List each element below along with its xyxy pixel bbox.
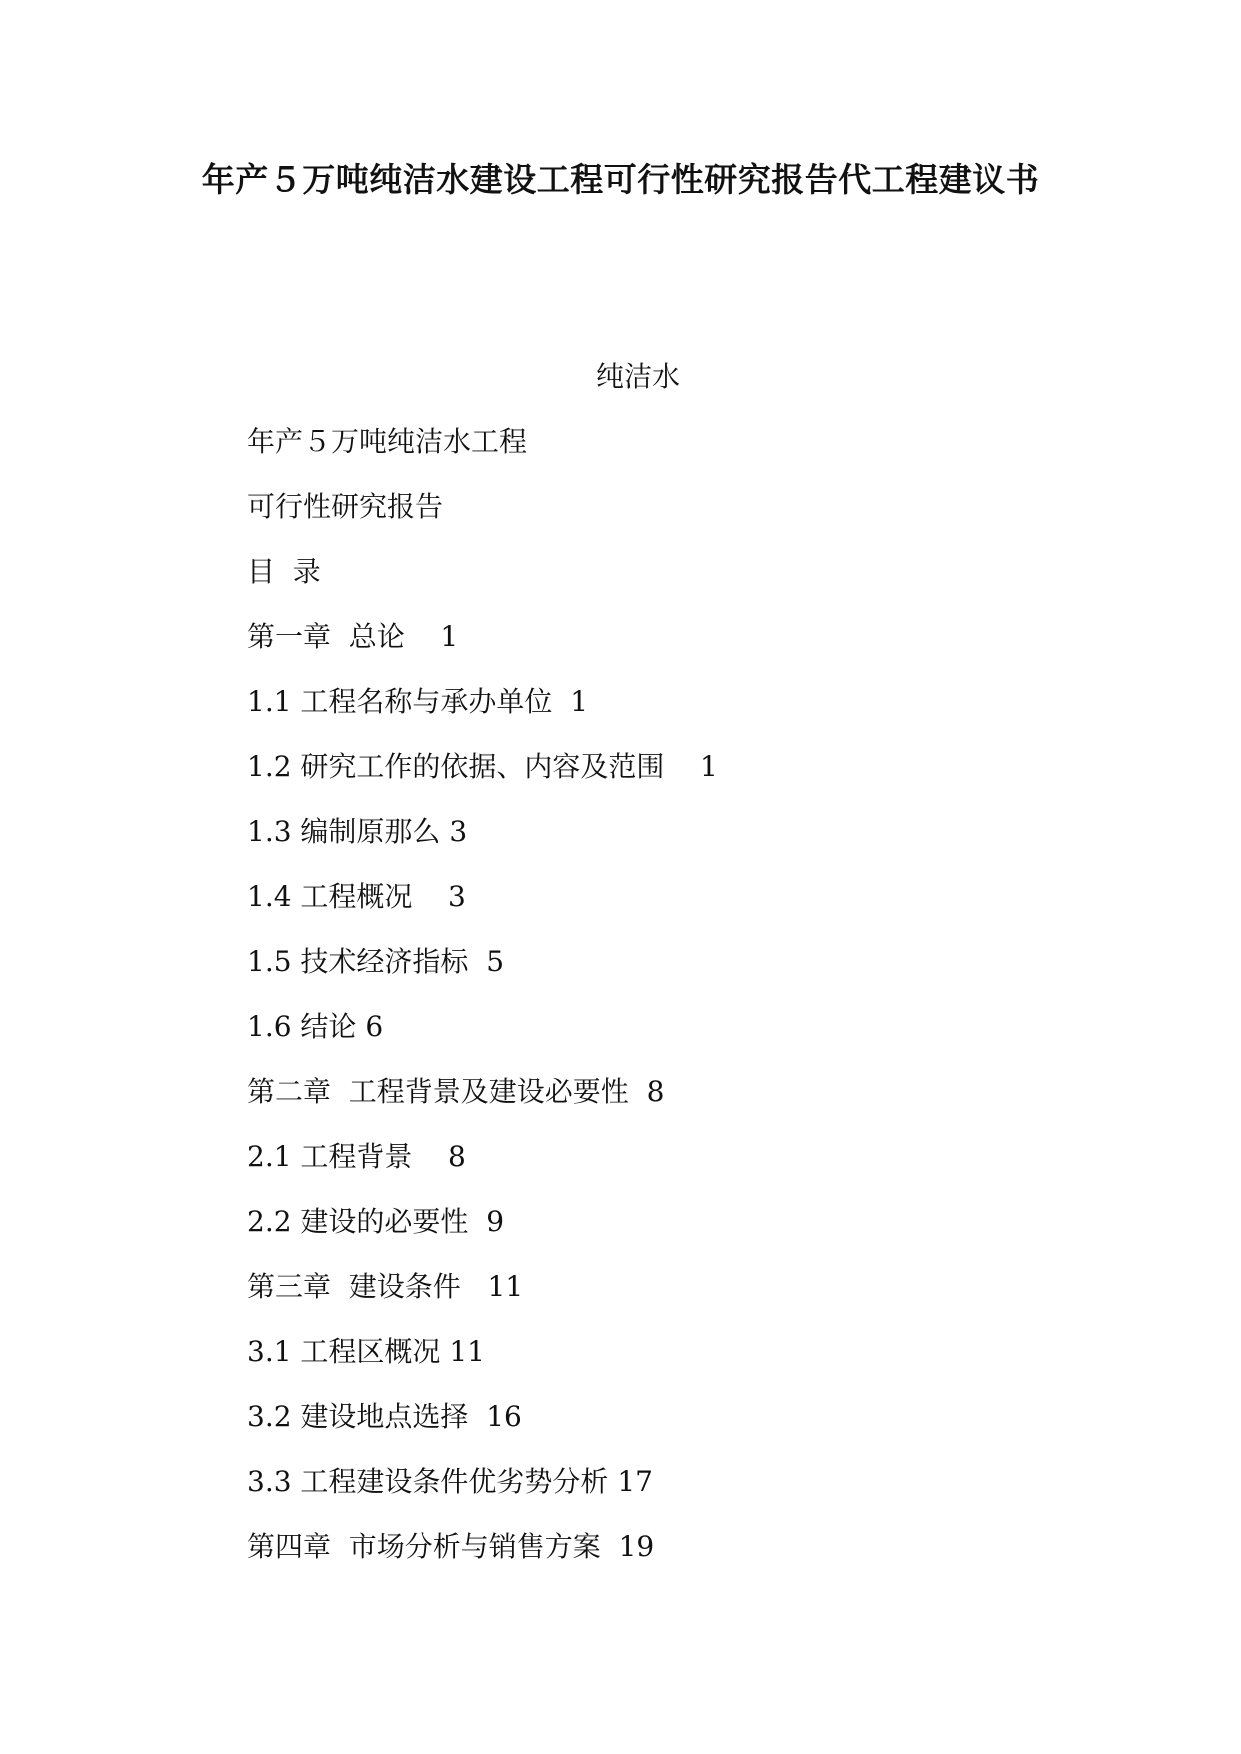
document-title: 年产５万吨纯洁水建设工程可行性研究报告代工程建议书 [201,160,1040,199]
toc-entry-chapter-2: 第二章 工程背景及建设必要性 8 [247,1075,665,1108]
report-type-line: 可行性研究报告 [247,490,444,523]
toc-entry-3-2: 3.2 建设地点选择 16 [247,1400,522,1433]
toc-entry-1-4: 1.4 工程概况 3 [247,880,466,913]
document-subject: 纯洁水 [595,360,680,393]
toc-entry-1-1: 1.1 工程名称与承办单位 1 [247,685,589,718]
toc-entry-1-3: 1.3 编制原那么 3 [247,815,468,848]
toc-entry-2-1: 2.1 工程背景 8 [247,1140,466,1173]
toc-entry-1-6: 1.6 结论 6 [247,1010,384,1043]
toc-heading: 目 录 [247,555,321,588]
toc-entry-3-3: 3.3 工程建设条件优劣势分析 17 [247,1465,653,1498]
toc-entry-1-5: 1.5 技术经济指标 5 [247,945,505,978]
project-name-line: 年产５万吨纯洁水工程 [247,425,528,458]
toc-entry-chapter-3: 第三章 建设条件 11 [247,1270,524,1303]
table-of-contents [247,422,1197,1592]
toc-entry-2-2: 2.2 建设的必要性 9 [247,1205,505,1238]
toc-entry-1-2: 1.2 研究工作的依据、内容及范围 1 [247,750,718,783]
toc-entry-3-1: 3.1 工程区概况 11 [247,1335,485,1368]
toc-entry-chapter-4: 第四章 市场分析与销售方案 19 [247,1530,655,1563]
toc-entry-chapter-1: 第一章 总论 1 [247,620,459,653]
